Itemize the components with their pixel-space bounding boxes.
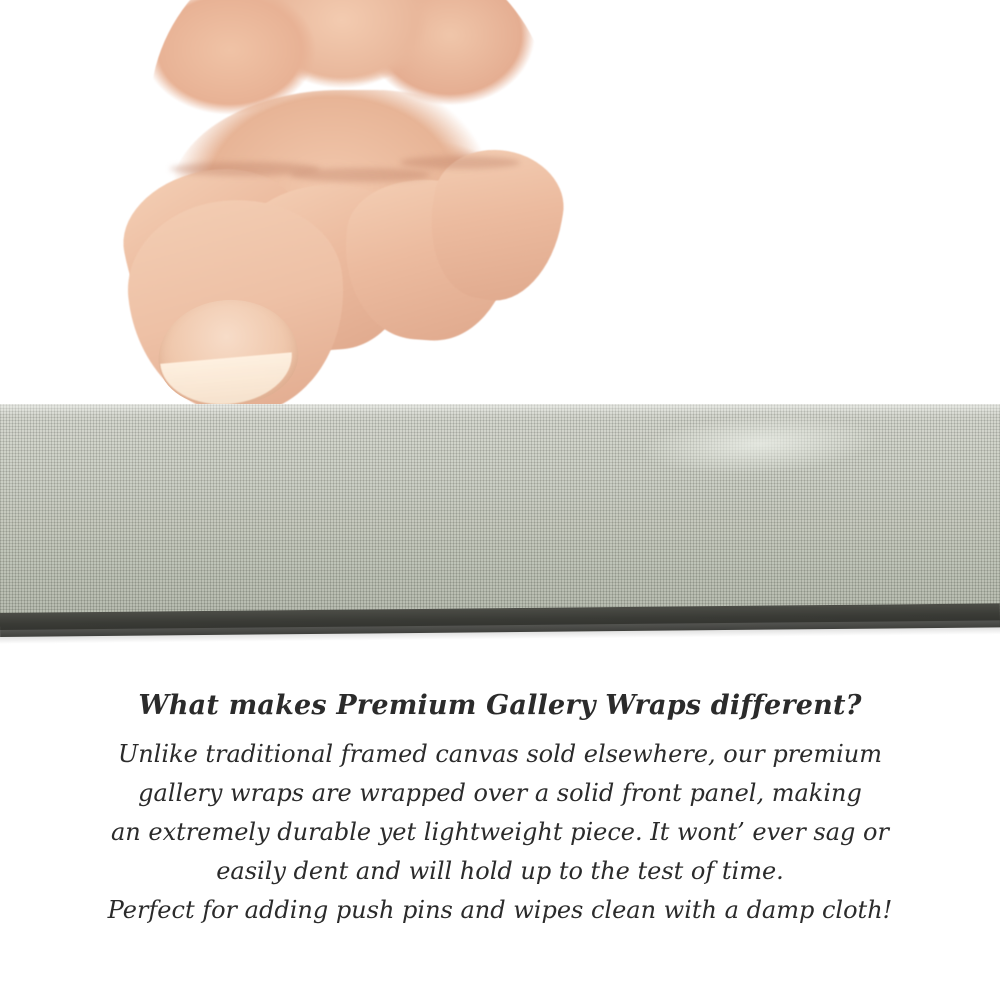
hand-illustration <box>110 0 590 440</box>
caption-heading: What makes Premium Gallery Wraps different? <box>138 690 862 721</box>
caption-line: easily dent and will hold up to the test of time. <box>216 857 784 885</box>
canvas-highlight <box>639 408 882 480</box>
caption-line: Perfect for adding push pins and wipes clean with a damp cloth! <box>107 896 893 924</box>
caption-block <box>0 690 1000 930</box>
knuckle-crease-3 <box>400 156 520 169</box>
caption-line: an extremely durable yet lightweight piece. It wont’ ever sag or <box>111 818 889 846</box>
knuckle-crease-2 <box>290 168 430 182</box>
caption-line: Unlike traditional framed canvas sold elsewhere, our premium <box>117 740 882 768</box>
caption-line: gallery wraps are wrapped over a solid front panel, making <box>138 779 862 807</box>
